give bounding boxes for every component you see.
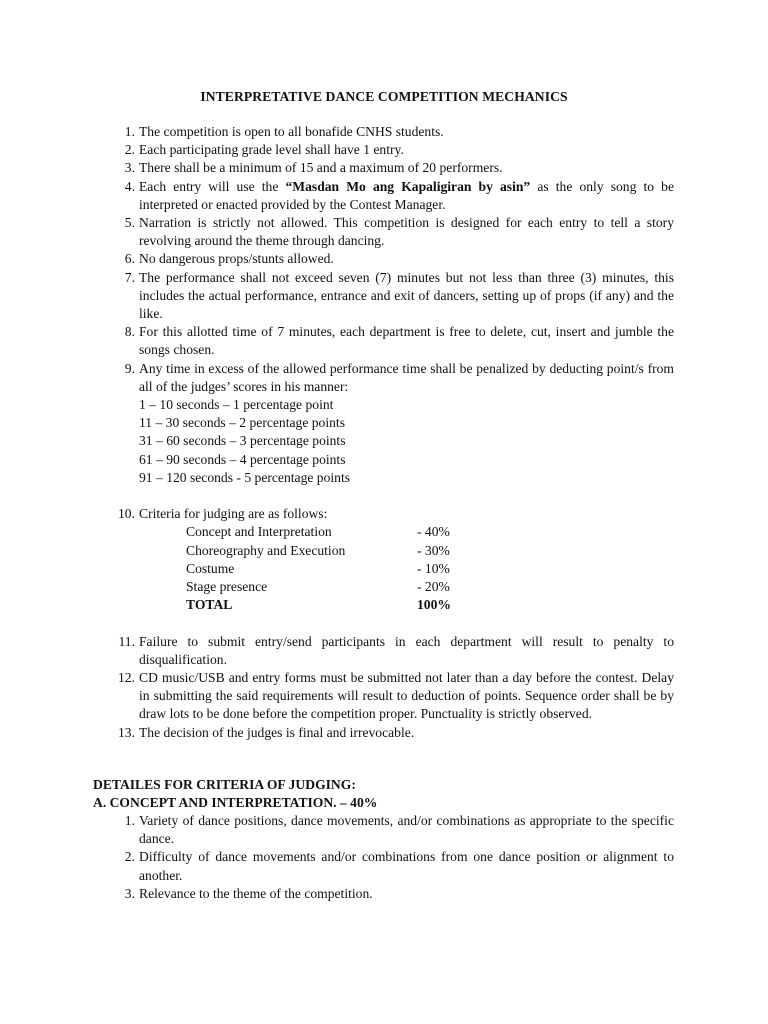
list-item <box>112 178 674 214</box>
penalty-line: 91 – 120 seconds - 5 percentage points <box>139 469 351 485</box>
item-number: 1. <box>124 813 135 828</box>
list-item <box>112 724 674 742</box>
criteria-label: Costume <box>186 560 235 576</box>
list-item <box>112 848 674 884</box>
rules-list <box>112 123 674 742</box>
item-number: 6. <box>124 251 135 267</box>
criteria-table <box>139 523 674 614</box>
list-item <box>112 123 674 141</box>
list-item <box>112 812 674 848</box>
list-item <box>112 633 674 669</box>
spacer <box>112 614 674 632</box>
criteria-total-row <box>186 596 674 614</box>
criteria-row <box>186 523 674 541</box>
item-text: There shall be a minimum of 15 and a maximum of 20 performers. <box>139 160 503 176</box>
criteria-row <box>186 578 674 596</box>
item-text: Variety of dance positions, dance movements, and/or combinations as appropriate to the specific dance. <box>139 813 674 847</box>
criteria-value: - 40% <box>417 524 450 540</box>
item-number: 11. <box>118 633 135 649</box>
criteria-intro: Criteria for judging are as follows: <box>139 506 328 522</box>
criteria-total-label: TOTAL <box>186 597 233 613</box>
item-number: 7. <box>124 269 135 285</box>
penalty-line: 61 – 90 seconds – 4 percentage points <box>139 451 346 467</box>
item-number: 2. <box>124 849 135 865</box>
item-number: 3. <box>124 160 135 176</box>
item-text: CD music/USB and entry forms must be submitted not later than a day before the contest. Delay in submitting the said requirements will result to deduction of points. Sequence order shall be by draw lots to be done before the competition proper. Punctuality is strictly observed. <box>139 669 674 722</box>
item-number: 13. <box>118 724 135 740</box>
item-number: 8. <box>124 324 135 340</box>
item-number: 2. <box>124 142 135 158</box>
criteria-value: - 20% <box>417 579 450 595</box>
list-item <box>112 250 674 268</box>
criteria-item <box>112 505 674 614</box>
item-number: 10. <box>118 506 135 522</box>
penalty-line: 11 – 30 seconds – 2 percentage points <box>139 415 345 431</box>
document-title: INTERPRETATIVE DANCE COMPETITION MECHANICS <box>200 89 568 104</box>
list-item <box>112 269 674 324</box>
penalty-line: 31 – 60 seconds – 3 percentage points <box>139 433 346 449</box>
item-number: 12. <box>118 669 135 685</box>
details-heading: DETAILES FOR CRITERIA OF JUDGING: <box>93 777 356 792</box>
item-number: 3. <box>124 885 135 901</box>
criteria-label: Stage presence <box>186 579 268 595</box>
list-item <box>112 141 674 159</box>
criteria-row <box>186 542 674 560</box>
item-number: 1. <box>124 124 135 139</box>
section-a-list <box>112 812 674 903</box>
list-item <box>112 159 674 177</box>
criteria-value: - 10% <box>417 560 450 576</box>
item-text-post: as the only song to be interpreted or enacted provided by the Contest Manager. <box>139 178 674 212</box>
list-item <box>112 360 674 487</box>
item-text: The performance shall not exceed seven (7) minutes but not less than three (3) minutes, this includes the actual performance, entrance and exit of dancers, setting up of props (if any) and the like. <box>139 269 674 322</box>
item-number: 9. <box>124 360 135 376</box>
song-title: “Masdan Mo ang Kapaligiran by asin” <box>285 178 531 194</box>
item-text: Narration is strictly not allowed. This competition is designed for each entry to tell a story revolving around the theme through dancing. <box>139 215 674 249</box>
spacer <box>112 487 674 505</box>
criteria-label: Choreography and Execution <box>186 542 346 558</box>
item-text: Any time in excess of the allowed performance time shall be penalized by deducting point/s from all of the judges’ scores in his manner: <box>139 360 674 394</box>
section-a-heading: A. CONCEPT AND INTERPRETATION. – 40% <box>93 795 378 810</box>
criteria-total-value: 100% <box>417 597 451 613</box>
item-number: 4. <box>124 178 135 194</box>
list-item <box>112 214 674 250</box>
list-item <box>112 885 674 903</box>
item-text: Difficulty of dance movements and/or combinations from one dance position or alignment to another. <box>139 849 674 883</box>
list-item <box>112 669 674 724</box>
criteria-row <box>186 560 674 578</box>
item-number: 5. <box>124 215 135 231</box>
item-text: No dangerous props/stunts allowed. <box>139 251 334 267</box>
item-text: Relevance to the theme of the competition. <box>139 885 373 901</box>
item-text: The decision of the judges is final and irrevocable. <box>139 724 415 740</box>
criteria-label: Concept and Interpretation <box>186 524 332 540</box>
item-text-pre: Each entry will use the <box>139 178 286 194</box>
item-text: Failure to submit entry/send participants in each department will result to penalty to disqualification. <box>139 633 674 667</box>
item-text: The competition is open to all bonafide CNHS students. <box>139 124 444 139</box>
item-text: Each participating grade level shall have 1 entry. <box>139 142 404 158</box>
list-item <box>112 323 674 359</box>
penalty-line: 1 – 10 seconds – 1 percentage point <box>139 397 334 413</box>
criteria-value: - 30% <box>417 542 450 558</box>
item-text: For this allotted time of 7 minutes, each department is free to delete, cut, insert and jumble the songs chosen. <box>139 324 674 358</box>
